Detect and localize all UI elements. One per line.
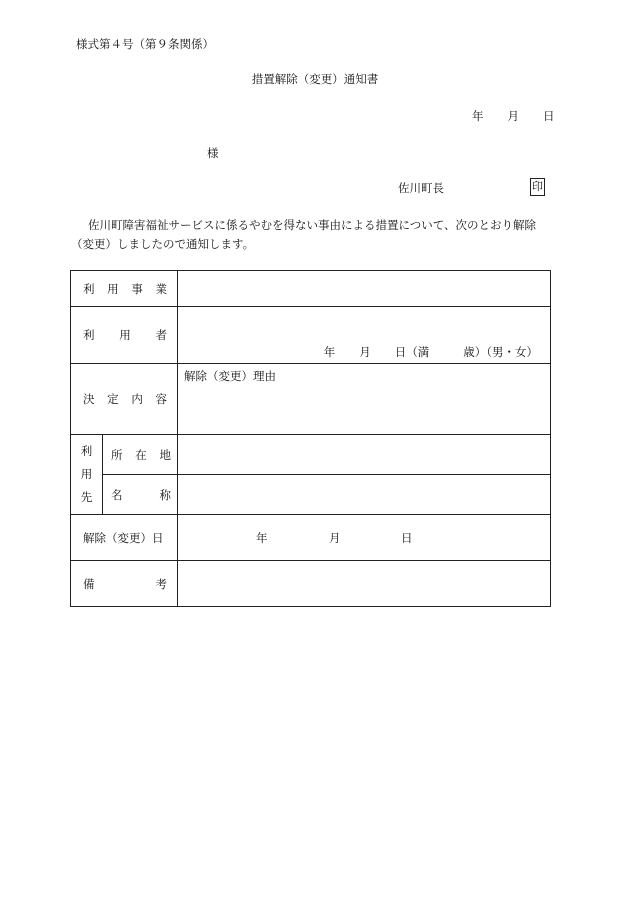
issuer-name: 佐川町長	[398, 181, 444, 195]
addressee-suffix: 様	[207, 146, 219, 160]
issue-date-month-label: 月	[507, 109, 519, 123]
remarks-row	[71, 561, 551, 607]
notice-table	[70, 270, 551, 607]
user-row	[71, 307, 551, 364]
facility-address-label: 所 在 地	[103, 435, 178, 475]
facility-address-row	[71, 435, 551, 475]
document-title: 措置解除（変更）通知書	[251, 72, 379, 86]
end-date-year-label: 年	[256, 530, 268, 545]
facility-address-value[interactable]	[178, 435, 551, 475]
user-value[interactable]	[178, 307, 551, 364]
facility-name-label: 名 称	[103, 475, 178, 515]
end-date-day-label: 日	[401, 530, 413, 545]
decision-value[interactable]	[178, 364, 551, 435]
body-text	[71, 216, 560, 254]
body-line-1: 佐川町障害福祉サービスに係るやむを得ない事由による措置について、次のとおり解除	[88, 218, 537, 232]
remarks-label: 備 考	[71, 561, 178, 607]
facility-group-label: 利 用 先	[71, 435, 103, 515]
issue-date	[472, 108, 555, 124]
form-number: 様式第４号（第９条関係）	[76, 37, 214, 51]
end-date-row	[71, 515, 551, 561]
body-line-2: （変更）しましたので通知します。	[71, 237, 255, 251]
decision-label: 決 定 内 容	[71, 364, 178, 435]
service-value[interactable]	[178, 271, 551, 307]
service-row	[71, 271, 551, 307]
decision-row	[71, 364, 551, 435]
service-label: 利 用 事 業	[71, 271, 178, 307]
user-label: 利 用 者	[71, 307, 178, 364]
end-date-month-label: 月	[329, 530, 341, 545]
issue-date-day-label: 日	[543, 109, 555, 123]
reason-label: 解除（変更）理由	[184, 369, 276, 383]
facility-name-value[interactable]	[178, 475, 551, 515]
end-date-label: 解除（変更）日	[71, 515, 178, 561]
seal-stamp: 印	[530, 178, 545, 196]
issue-date-year-label: 年	[472, 109, 484, 123]
birth-date: 年 月 日（満 歳）（男・女）	[323, 345, 538, 359]
facility-name-row	[71, 475, 551, 515]
remarks-value[interactable]	[178, 561, 551, 607]
end-date-value[interactable]	[178, 515, 551, 561]
